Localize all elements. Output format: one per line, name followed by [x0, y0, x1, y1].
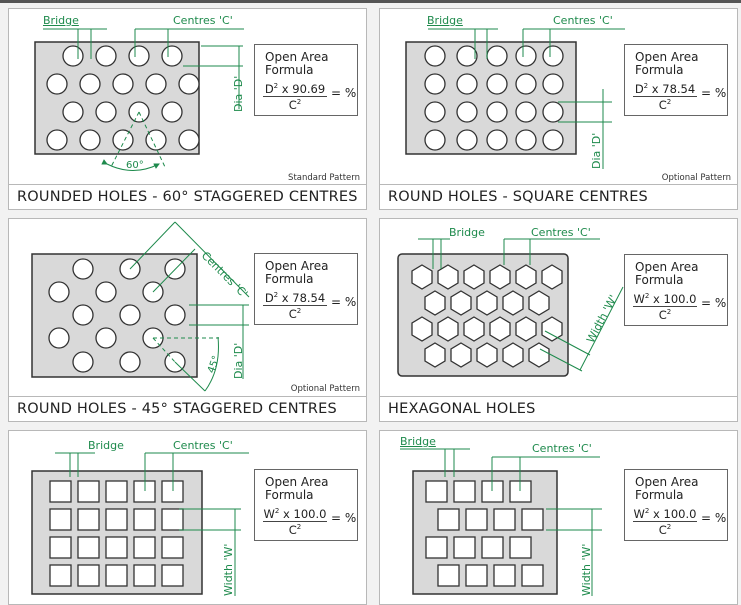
panel-square-holes-straight	[8, 430, 367, 605]
angle-label: 60°	[126, 160, 144, 171]
open-area-formula: Open Area Formula $W^2$ x 100.0 $C^2$ = %	[624, 469, 728, 541]
pattern-note: Optional Pattern	[290, 384, 360, 394]
open-area-formula: Open Area Formula $W^2$ x 100.0 $C^2$ = %	[624, 254, 728, 326]
dia-label: Dia 'D'	[232, 75, 245, 112]
bridge-label: Bridge	[88, 439, 124, 452]
centres-label: Centres 'C'	[173, 439, 233, 452]
panel-caption: ROUND HOLES - SQUARE CENTRES	[380, 184, 737, 209]
panel-caption: HEXAGONAL HOLES	[380, 396, 737, 421]
panel-hexagonal-holes	[379, 218, 738, 422]
centres-label: Centres 'C'	[531, 226, 591, 239]
bridge-label: Bridge	[400, 435, 436, 448]
dia-label: Dia 'D'	[590, 132, 603, 169]
centres-label: Centres 'C'	[173, 14, 233, 27]
panel-round-45-staggered	[8, 218, 367, 422]
angle-label: 45°	[206, 354, 223, 375]
dia-label: Dia 'D'	[232, 342, 245, 379]
width-label: Width 'W'	[584, 292, 621, 346]
open-area-formula: Open Area Formula $D^2$ x 90.69 $C^2$ = %	[254, 44, 358, 116]
open-area-formula: Open Area Formula $D^2$ x 78.54 $C^2$ = %	[254, 253, 358, 325]
panel-caption: ROUNDED HOLES - 60° STAGGERED CENTRES	[9, 184, 366, 209]
pattern-note: Optional Pattern	[661, 173, 731, 183]
open-area-formula: Open Area Formula $W^2$ x 100.0 $C^2$ = %	[254, 469, 358, 541]
width-label: Width 'W'	[222, 543, 235, 596]
bridge-label: Bridge	[43, 14, 79, 27]
bridge-label: Bridge	[427, 14, 463, 27]
panel-square-holes-staggered	[379, 430, 738, 605]
open-area-formula: Open Area Formula $D^2$ x 78.54 $C^2$ = %	[624, 44, 728, 116]
centres-label: Centres 'C'	[198, 249, 251, 301]
centres-label: Centres 'C'	[553, 14, 613, 27]
pattern-note: Standard Pattern	[288, 173, 360, 183]
panel-round-60-staggered	[8, 8, 367, 210]
width-label: Width 'W'	[580, 543, 593, 596]
bridge-label: Bridge	[449, 226, 485, 239]
panel-round-square-centres	[379, 8, 738, 210]
centres-label: Centres 'C'	[532, 442, 592, 455]
top-bar	[0, 0, 741, 3]
panel-caption: ROUND HOLES - 45° STAGGERED CENTRES	[9, 396, 366, 421]
